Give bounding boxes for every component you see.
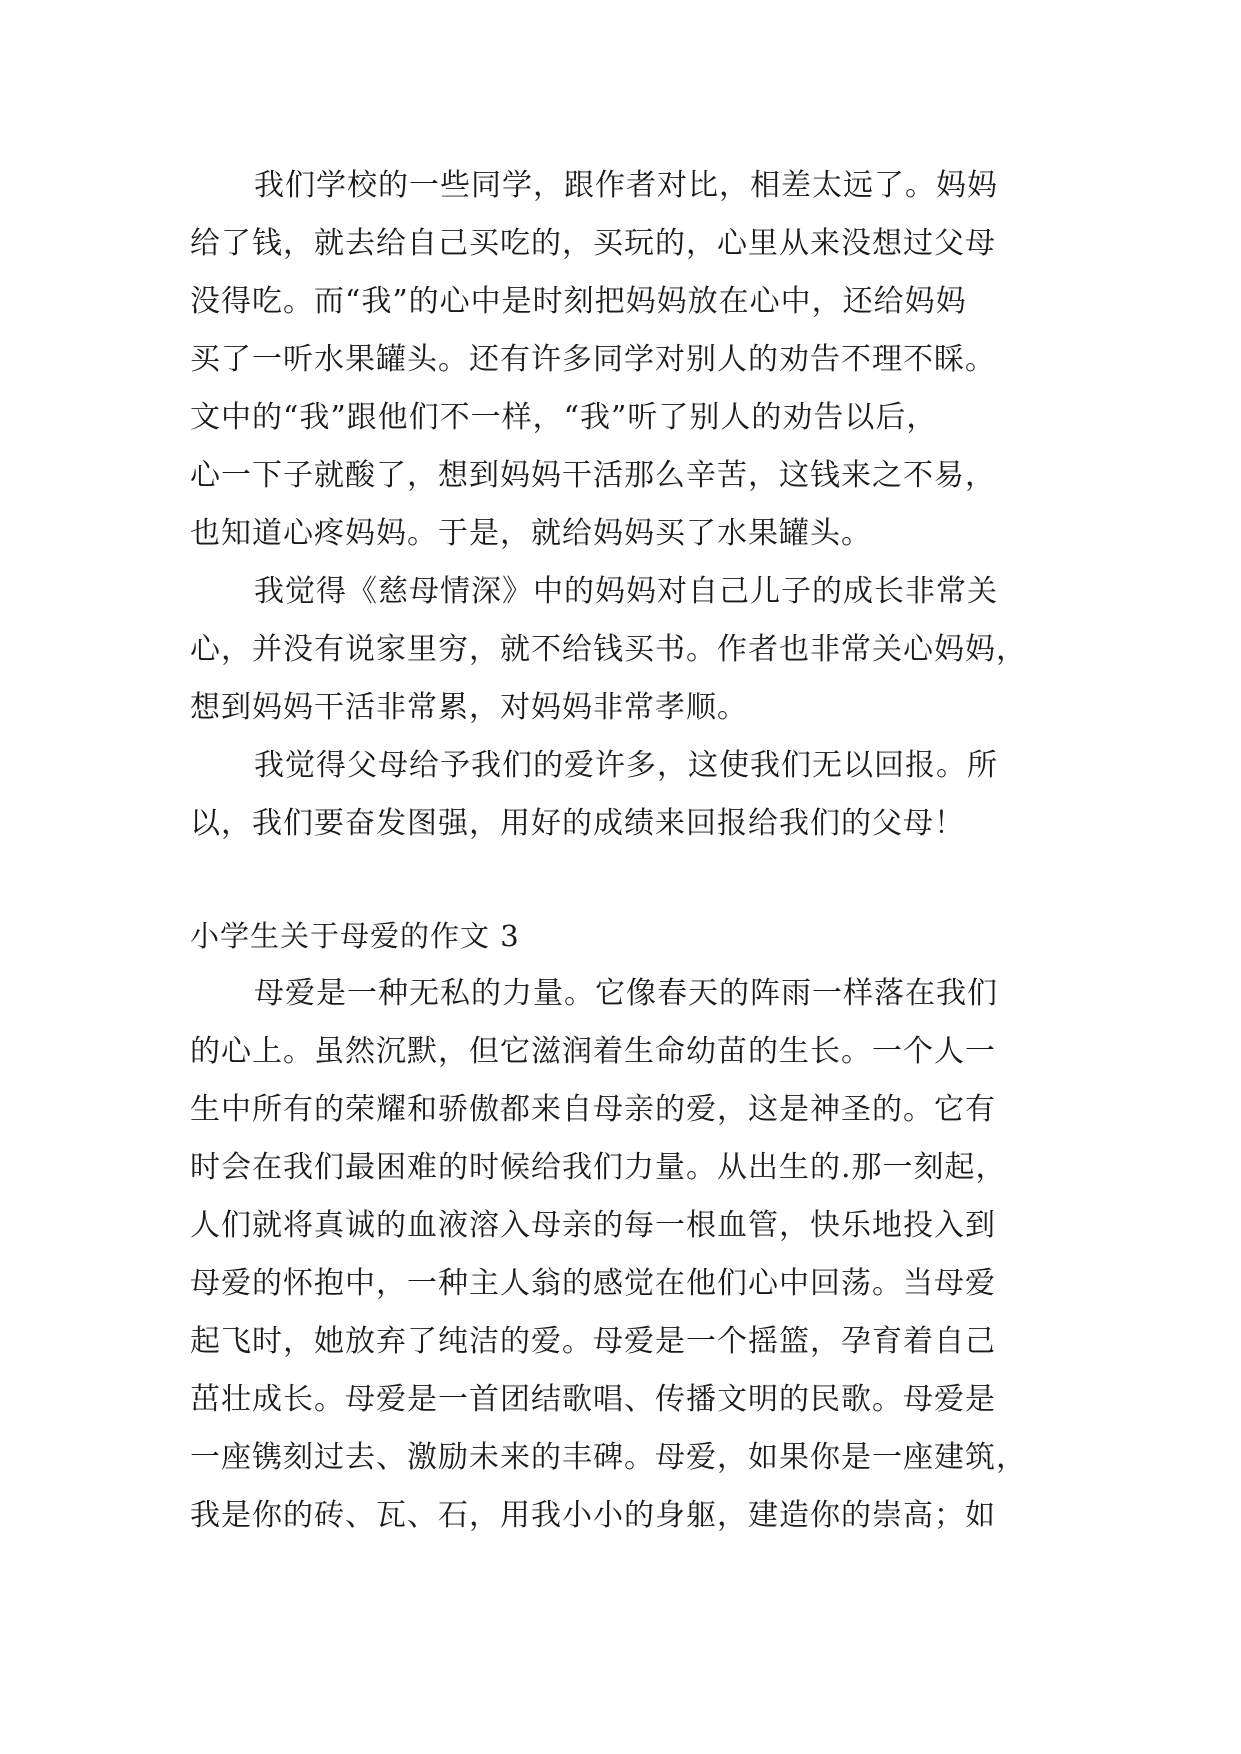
text-line: 以，我们要奋发图强，用好的成绩来回报给我们的父母！ [190, 806, 965, 841]
text-line: 人们就将真诚的血液溶入母亲的每一根血管，快乐地投入到 [190, 1208, 996, 1243]
text-line: 我们学校的一些同学，跟作者对比，相差太远了。妈妈 [254, 168, 998, 203]
text-line: 我觉得《慈母情深》中的妈妈对自己儿子的成长非常关 [254, 574, 998, 609]
text-line: 起飞时，她放弃了纯洁的爱。母爱是一个摇篮，孕育着自己 [190, 1324, 996, 1359]
text-line: 的心上。虽然沉默，但它滋润着生命幼苗的生长。一个人一 [190, 1034, 996, 1069]
text-line: 时会在我们最困难的时候给我们力量。从出生的.那一刻起， [190, 1150, 1007, 1185]
text-line: 没得吃。而“我”的心中是时刻把妈妈放在心中，还给妈妈 [190, 284, 967, 319]
text-line: 母爱的怀抱中，一种主人翁的感觉在他们心中回荡。当母爱 [190, 1266, 996, 1301]
text-line: 文中的“我”跟他们不一样，“我”听了别人的劝告以后， [190, 400, 938, 435]
text-line: 也知道心疼妈妈。于是，就给妈妈买了水果罐头。 [190, 516, 872, 551]
text-line: 给了钱，就去给自己买吃的，买玩的，心里从来没想过父母 [190, 226, 996, 261]
text-line: 一座镌刻过去、激励未来的丰碑。母爱，如果你是一座建筑， [190, 1440, 1027, 1475]
text-line: 我是你的砖、瓦、石，用我小小的身躯，建造你的崇高；如 [190, 1498, 996, 1533]
text-line: 心，并没有说家里穷，就不给钱买书。作者也非常关心妈妈， [190, 632, 1027, 667]
text-line: 母爱是一种无私的力量。它像春天的阵雨一样落在我们 [254, 976, 998, 1011]
text-line: 生中所有的荣耀和骄傲都来自母亲的爱，这是神圣的。它有 [190, 1092, 996, 1127]
text-line: 买了一听水果罐头。还有许多同学对别人的劝告不理不睬。 [190, 342, 996, 377]
text-line: 茁壮成长。母爱是一首团结歌唱、传播文明的民歌。母爱是 [190, 1382, 996, 1417]
text-line: 心一下子就酸了，想到妈妈干活那么辛苦，这钱来之不易， [190, 458, 996, 493]
text-line: 我觉得父母给予我们的爱许多，这使我们无以回报。所 [254, 748, 998, 783]
section-title: 小学生关于母爱的作文 3 [190, 919, 520, 953]
text-line: 想到妈妈干活非常累，对妈妈非常孝顺。 [190, 690, 748, 725]
